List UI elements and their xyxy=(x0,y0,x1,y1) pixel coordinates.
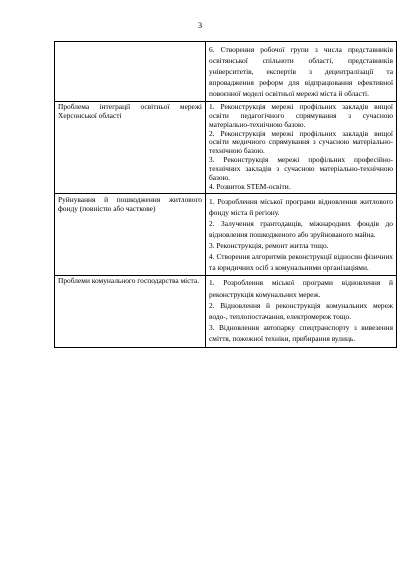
measure-item: 3. Відновлення автопарку спецтранспорту з вивезення сміття, пожежної техніки, прибирання вулиць. xyxy=(209,323,393,344)
measure-item: 6. Створення робочої групи з числа представників освітянської спільноти області, представників університетів, експертів з децентралізації та впровадження реформ для відпрацювання ефективної повоєнної моделі освітньої мережі міста й області. xyxy=(209,44,393,98)
table-row xyxy=(55,275,397,347)
measure-item: 1. Реконструкція мережі профільних закладів вищої освіти педагогічного спрямування з сучасною матеріально-технічною базою. xyxy=(209,102,393,129)
measures-table xyxy=(54,41,397,348)
table-row xyxy=(55,101,397,194)
measure-item: 1. Розроблення міської програми відновлення житлового фонду міста й регіону. xyxy=(209,196,393,217)
measure-item: 3. Реконструкція, ремонт житла тощо. xyxy=(209,240,329,250)
measure-item: 2. Реконструкція мережі профільних закладів вищої освіти медичного спрямування з сучасною матеріально-технічною базою. xyxy=(209,128,393,156)
measure-item: 4. Розвиток STEM-освіти. xyxy=(209,181,291,191)
page-number: 3 xyxy=(197,20,203,30)
measures-cell xyxy=(206,194,397,276)
measures-cell xyxy=(206,101,397,194)
problem-cell: Проблема інтеграції освітньої мережі Херсонської області xyxy=(55,101,206,194)
table-row xyxy=(55,42,397,102)
table-row xyxy=(55,194,397,276)
problem-cell xyxy=(55,42,206,102)
measures-cell xyxy=(206,275,397,347)
problem-cell: Руйнування й пошкодження житлового фонду (повністю або часткове) xyxy=(55,194,206,276)
measure-item: 4. Створення алгоритмів реконструкції відносин фізичних та юридичних осіб з комунальними організаціями. xyxy=(209,251,393,272)
measure-item: 2. Відновлення й реконструкція комунальних мереж водо-, теплопостачання, електромереж тощо. xyxy=(209,300,393,322)
measure-item: 3. Реконструкція мережі профільних професійно-технічних закладів з сучасною матеріально-технічною базою. xyxy=(209,155,393,182)
measure-item: 1. Розроблення міської програми відновлення й реконструкція комунальних мереж. xyxy=(209,278,393,299)
measures-cell xyxy=(206,42,397,102)
problem-cell: Проблеми комунального господарства міста. xyxy=(55,275,206,347)
measure-item: 2. Залучення грантодавців, міжнародних фондів до відновлення пошкодженого або зруйнованого майна. xyxy=(209,218,393,239)
